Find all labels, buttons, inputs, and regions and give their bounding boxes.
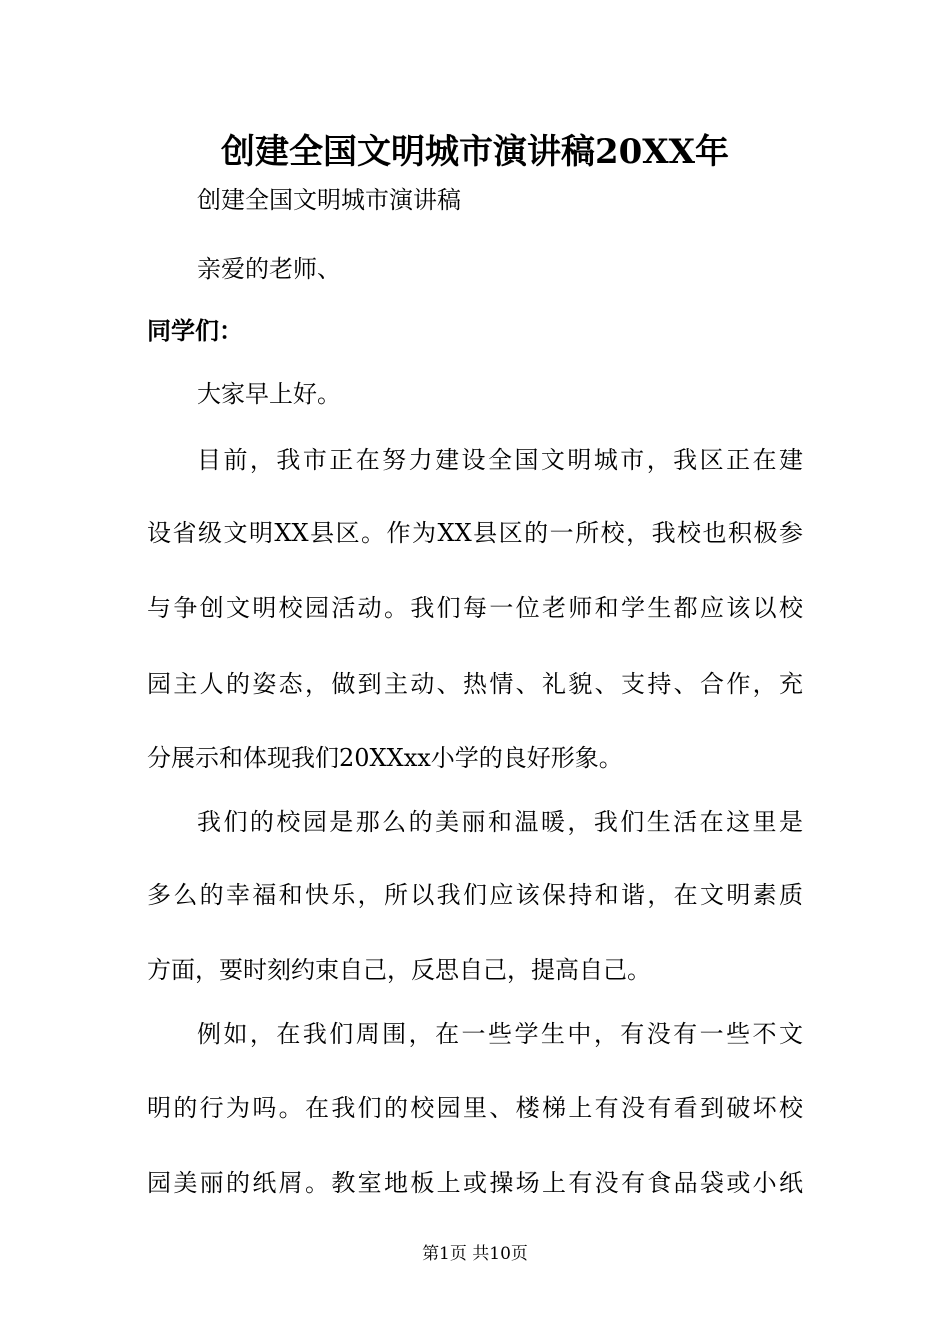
page-number-footer: 第1页 共10页 (422, 1244, 528, 1264)
paragraph-line: 园美丽的纸屑。教室地板上或操场上有没有食品袋或小纸 (147, 1169, 803, 1197)
paragraph-line: 与争创文明校园活动。我们每一位老师和学生都应该以校 (147, 594, 803, 622)
paragraph-line: 设省级文明XX县区。作为XX县区的一所校，我校也积极参 (147, 519, 803, 547)
salutation-line-2: 同学们： (147, 316, 243, 345)
paragraph-line: 分展示和体现我们20XXxx小学的良好形象。 (147, 744, 623, 772)
subtitle-line: 创建全国文明城市演讲稿 (197, 186, 461, 214)
paragraph-line: 目前，我市正在努力建设全国文明城市，我区正在建 (197, 446, 803, 474)
document-title: 创建全国文明城市演讲稿20XX年 (220, 132, 730, 172)
salutation-line: 亲爱的老师、 (197, 255, 341, 283)
paragraph-line: 多么的幸福和快乐，所以我们应该保持和谐，在文明素质 (147, 881, 803, 909)
paragraph-line: 方面，要时刻约束自己，反思自己，提高自己。 (147, 956, 651, 984)
paragraph-line: 明的行为吗。在我们的校园里、楼梯上有没有看到破坏校 (147, 1094, 803, 1122)
greeting-line: 大家早上好。 (197, 380, 341, 408)
paragraph-line: 例如，在我们周围，在一些学生中，有没有一些不文 (197, 1020, 803, 1048)
paragraph-line: 我们的校园是那么的美丽和温暖，我们生活在这里是 (197, 808, 803, 836)
paragraph-line: 园主人的姿态，做到主动、热情、礼貌、支持、合作，充 (147, 670, 803, 698)
